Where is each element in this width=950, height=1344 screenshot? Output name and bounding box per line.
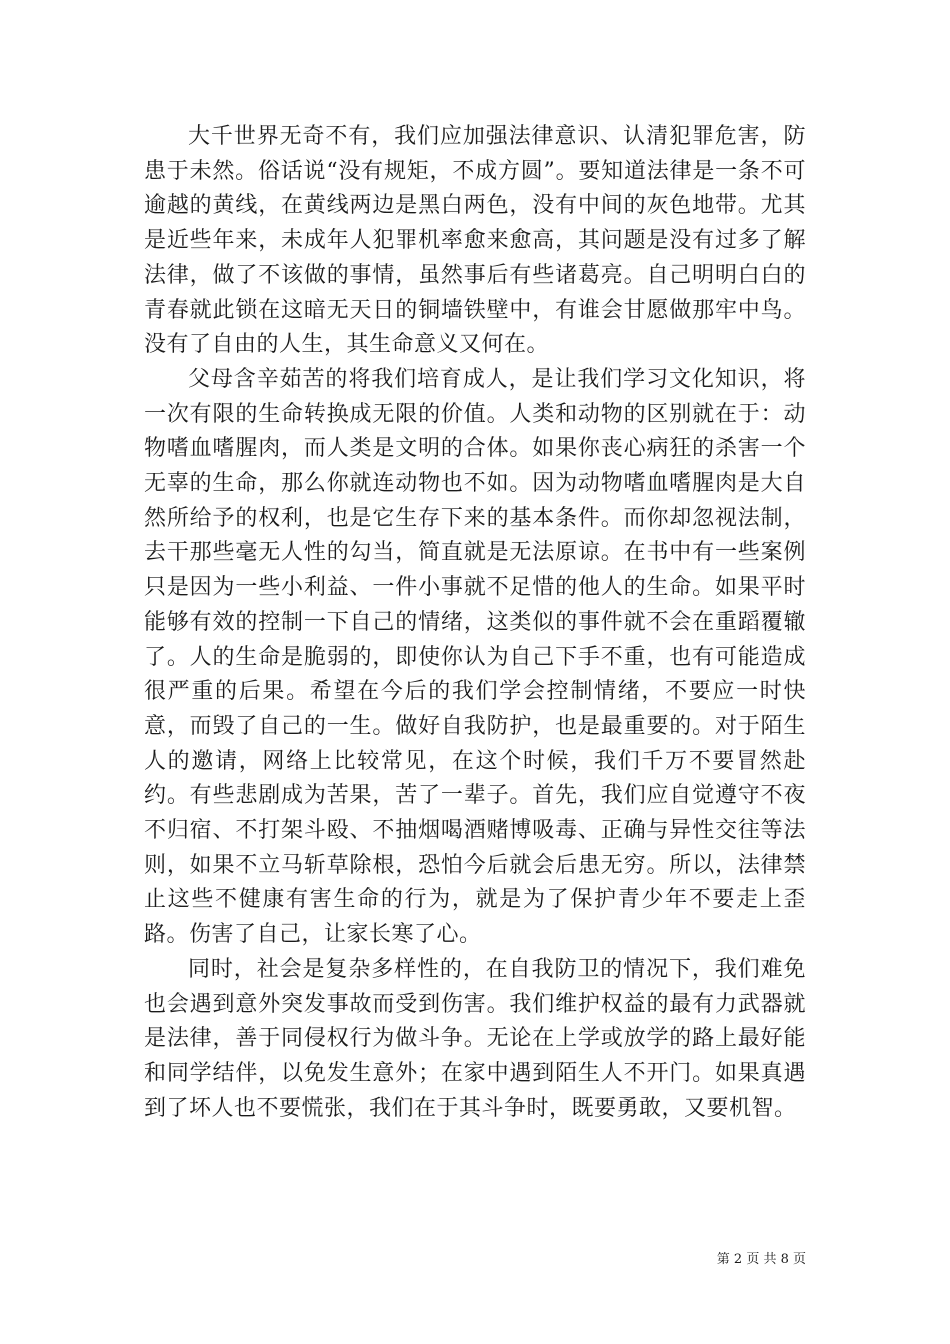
paragraph-2: 父母含辛茹苦的将我们培育成人，是让我们学习文化知识，将一次有限的生命转换成无限的价值。人类和动物的区别就在于：动物嗜血嗜腥肉，而人类是文明的合体。如果你丧心病狂的杀害一个无辜的生命，那么你就连动物也不如。因为动物嗜血嗜腥肉是大自然所给予的权利，也是它生存下来的基本条件。而你却忽视法制，去干那些毫无人性的勾当，简直就是无法原谅。在书中有一些案例只是因为一些小利益、一件小事就不足惜的他人的生命。如果平时能够有效的控制一下自己的情绪，这类似的事件就不会在重蹈覆辙了。人的生命是脆弱的，即使你认为自己下手不重，也有可能造成很严重的后果。希望在今后的我们学会控制情绪，不要应一时快意，而毁了自己的一生。做好自我防护，也是最重要的。对于陌生人的邀请，网络上比较常见，在这个时候，我们千万不要冒然赴约。有些悲剧成为苦果，苦了一辈子。首先，我们应自觉遵守不夜不归宿、不打架斗殴、不抽烟喝酒赌博吸毒、正确与异性交往等法则，如果不立马斩草除根，恐怕今后就会后患无穷。所以，法律禁止这些不健康有害生命的行为，就是为了保护青少年不要走上歪路。伤害了自己，让家长寒了心。 bbox=[144, 366, 806, 948]
paragraph-3: 同时，社会是复杂多样性的，在自我防卫的情况下，我们难免也会遇到意外突发事故而受到伤害。我们维护权益的最有力武器就是法律，善于同侵权行为做斗争。无论在上学或放学的路上最好能和同学结伴，以免发生意外；在家中遇到陌生人不开门。如果真遇到了坏人也不要慌张，我们在于其斗争时，既要勇敢，又要机智。 bbox=[144, 956, 806, 1121]
paragraph-1: 大千世界无奇不有，我们应加强法律意识、认清犯罪危害，防患于未然。俗话说“没有规矩，不成方圆”。要知道法律是一条不可逾越的黄线，在黄线两边是黑白两色，没有中间的灰色地带。尤其是近些年来，未成年人犯罪机率愈来愈高，其问题是没有过多了解法律，做了不该做的事情，虽然事后有些诸葛亮。自己明明白白的青春就此锁在这暗无天日的铜墙铁壁中，有谁会甘愿做那牢中鸟。没有了自由的人生，其生命意义又何在。 bbox=[144, 124, 806, 358]
document-body bbox=[144, 120, 806, 1126]
page-number-footer: 第 2 页 共 8 页 bbox=[716, 1252, 806, 1267]
